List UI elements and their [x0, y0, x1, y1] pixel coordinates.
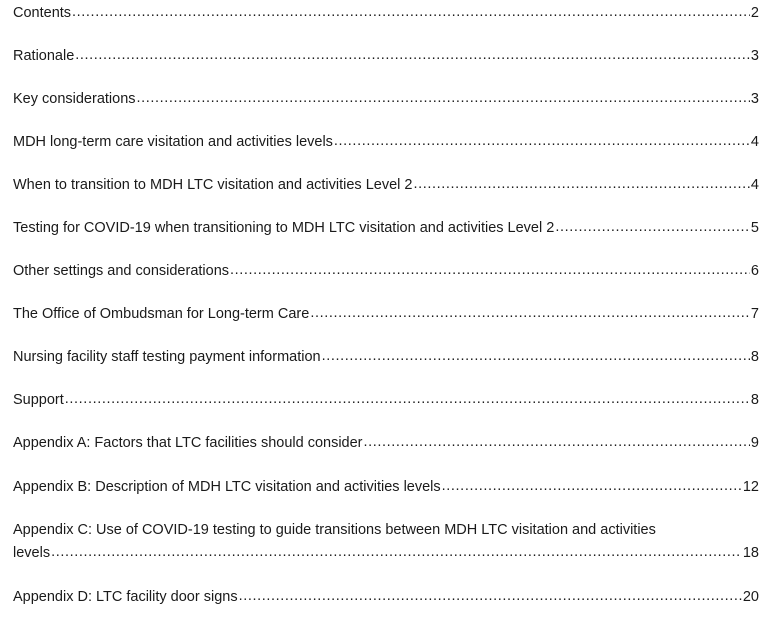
toc-entry-page: 3 — [750, 91, 759, 107]
toc-entry-page: 8 — [750, 392, 759, 408]
toc-entry-title: Nursing facility staff testing payment information — [13, 349, 321, 365]
toc-entry-ombudsman[interactable] — [13, 304, 759, 324]
toc-entry-page: 9 — [750, 435, 759, 451]
toc-entry-page: 8 — [750, 349, 759, 365]
toc-entry-support[interactable] — [13, 390, 759, 410]
toc-entry-staff-testing-payment[interactable] — [13, 347, 759, 367]
toc-dot-leader — [72, 2, 750, 22]
toc-entry-testing-covid[interactable] — [13, 218, 759, 238]
toc-entry-title: When to transition to MDH LTC visitation and activities Level 2 — [13, 177, 413, 193]
toc-entry-rationale[interactable] — [13, 46, 759, 66]
toc-entry-ltc-levels[interactable] — [13, 132, 759, 152]
toc-dot-leader — [310, 303, 750, 323]
toc-entry-page: 5 — [750, 220, 759, 236]
toc-entry-page: 2 — [750, 5, 759, 21]
toc-entry-page: 3 — [750, 48, 759, 64]
toc-dot-leader — [322, 346, 750, 366]
toc-dot-leader — [413, 174, 749, 194]
toc-entry-appendix-d[interactable] — [13, 587, 759, 607]
toc-entry-page: 4 — [750, 177, 759, 193]
toc-entry-page: 20 — [742, 589, 759, 605]
toc-dot-leader — [51, 542, 742, 562]
toc-entry-appendix-c[interactable] — [13, 520, 759, 563]
toc-entry-title: Contents — [13, 5, 72, 21]
toc-entry-appendix-b[interactable] — [13, 477, 759, 497]
toc-entry-title: Key considerations — [13, 91, 136, 107]
toc-entry-title-line2: levels — [13, 545, 51, 561]
toc-entry-page: 18 — [742, 545, 759, 561]
toc-entry-title: The Office of Ombudsman for Long-term Care — [13, 306, 310, 322]
toc-dot-leader — [555, 217, 750, 237]
toc-dot-leader — [239, 586, 742, 606]
toc-entry-title: Rationale — [13, 48, 75, 64]
toc-dot-leader — [364, 432, 750, 452]
toc-dot-leader — [65, 389, 750, 409]
toc-entry-title: Testing for COVID-19 when transitioning to MDH LTC visitation and activities Level 2 — [13, 220, 555, 236]
toc-entry-contents[interactable] — [13, 3, 759, 23]
toc-entry-page: 4 — [750, 134, 759, 150]
toc-entry-title: Appendix A: Factors that LTC facilities should consider — [13, 435, 363, 451]
toc-entry-other-settings[interactable] — [13, 261, 759, 281]
toc-dot-leader — [75, 45, 750, 65]
toc-entry-title: Appendix D: LTC facility door signs — [13, 589, 238, 605]
toc-entry-key-considerations[interactable] — [13, 89, 759, 109]
toc-entry-page: 7 — [750, 306, 759, 322]
toc-entry-title: MDH long-term care visitation and activities levels — [13, 134, 333, 150]
toc-entry-title: Appendix B: Description of MDH LTC visitation and activities levels — [13, 479, 441, 495]
toc-dot-leader — [137, 88, 750, 108]
toc-entry-title-line1: Appendix C: Use of COVID-19 testing to guide transitions between MDH LTC visitation and activities — [13, 522, 656, 538]
toc-entry-when-to-transition[interactable] — [13, 175, 759, 195]
toc-entry-page: 6 — [750, 263, 759, 279]
toc-entry-appendix-a[interactable] — [13, 433, 759, 453]
toc-dot-leader — [442, 476, 742, 496]
toc-dot-leader — [334, 131, 750, 151]
toc-entry-title: Other settings and considerations — [13, 263, 230, 279]
toc-dot-leader — [230, 260, 750, 280]
toc-entry-page: 12 — [742, 479, 759, 495]
toc-entry-title: Support — [13, 392, 64, 408]
